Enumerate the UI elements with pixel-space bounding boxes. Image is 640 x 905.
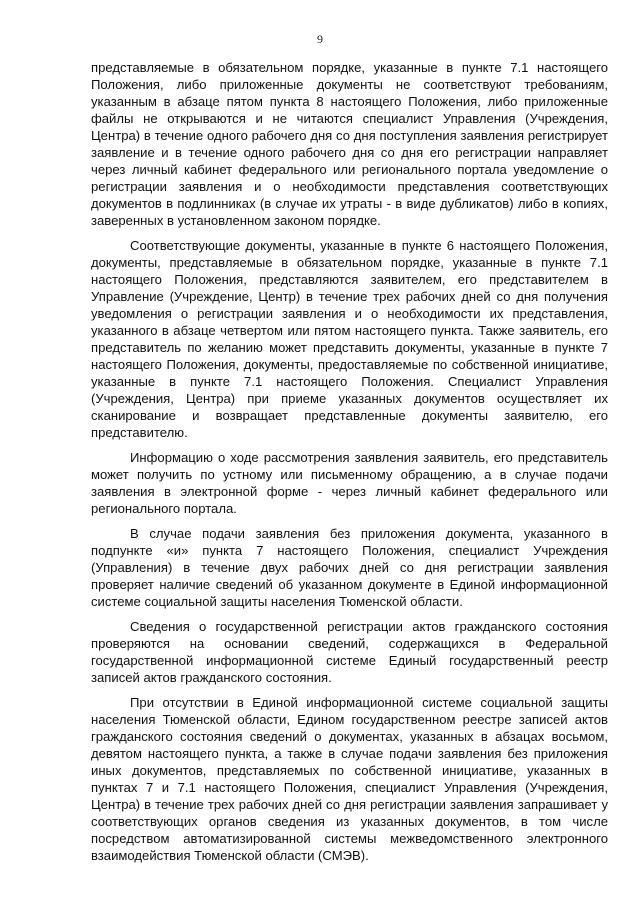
paragraph-missing-document-check: В случае подачи заявления без приложения документа, указанного в подпункте «и» пункта 7 настоящего Положения, специалист Учреждения (Управления) в течение двух рабочих дней со дня регистрации заявления проверяет наличие сведений об указанном документе в Единой информационной системе социальной защиты населения Тюменской области.: [91, 526, 608, 609]
paragraph-continued: представляемые в обязательном порядке, указанные в пункте 7.1 настоящего Положения, либо приложенные документы не соответствуют требованиям, указанным в абзаце пятом пункта 8 настоящего Положения, либо приложенные файлы не открываются и не читаются специалист Управления (Учреждения, Центра) в течение одного рабочего дня со дня поступления заявления регистрирует заявление и в течение одного рабочего дня со дня его регистрации направляет через личный кабинет федерального или регионального портала уведомление о регистрации заявления и о необходимости представления соответствующих документов в подлинниках (в случае их утраты - в виде дубликатов) либо в копиях, заверенных в установленном законом порядке.: [91, 60, 608, 228]
paragraph-civil-registry: Сведения о государственной регистрации актов гражданского состояния проверяются на основании сведений, содержащихся в Федеральной государственной информационной системе Единый государственный реестр записей актов гражданского состояния.: [91, 619, 608, 685]
paragraph-status-information: Информацию о ходе рассмотрения заявления заявитель, его представитель может получить по устному или письменному обращению, а в случае подачи заявления в электронной форме - через личный кабинет федерального или регионального портала.: [91, 450, 608, 516]
paragraph-interagency-request: При отсутствии в Единой информационной системе социальной защиты населения Тюменской области, Едином государственном реестре записей актов гражданского состояния сведений о документах, указанных в абзацах восьмом, девятом настоящего пункта, а также в случае подачи заявления без приложения иных документов, представляемых по собственной инициативе, указанных в пунктах 7 и 7.1 настоящего Положения, специалист Управления (Учреждения, Центра) в течение трех рабочих дней со дня регистрации заявления запрашивает у соответствующих органов сведения из указанных документов, в том числе посредством автоматизированной системы межведомственного электронного взаимодействия Тюменской области (СМЭВ).: [91, 695, 608, 863]
paragraph-documents-submission: Соответствующие документы, указанные в пункте 6 настоящего Положения, документы, представляемые в обязательном порядке, указанные в пункте 7.1 настоящего Положения, представляются заявителем, его представителем в Управление (Учреждение, Центр) в течение трех рабочих дней со дня получения уведомления о регистрации заявления и о необходимости их представления, указанного в абзаце четвертом или пятом настоящего пункта. Также заявитель, его представитель по желанию может представить документы, указанные в пункте 7 настоящего Положения, документы, предоставляемые по собственной инициативе, указанные в пункте 7.1 настоящего Положения. Специалист Управления (Учреждения, Центра) при приеме указанных документов осуществляет их сканирование и возвращает представленные документы заявителю, его представителю.: [91, 238, 608, 440]
page-number: 9: [317, 32, 323, 46]
document-body: [91, 59, 608, 872]
